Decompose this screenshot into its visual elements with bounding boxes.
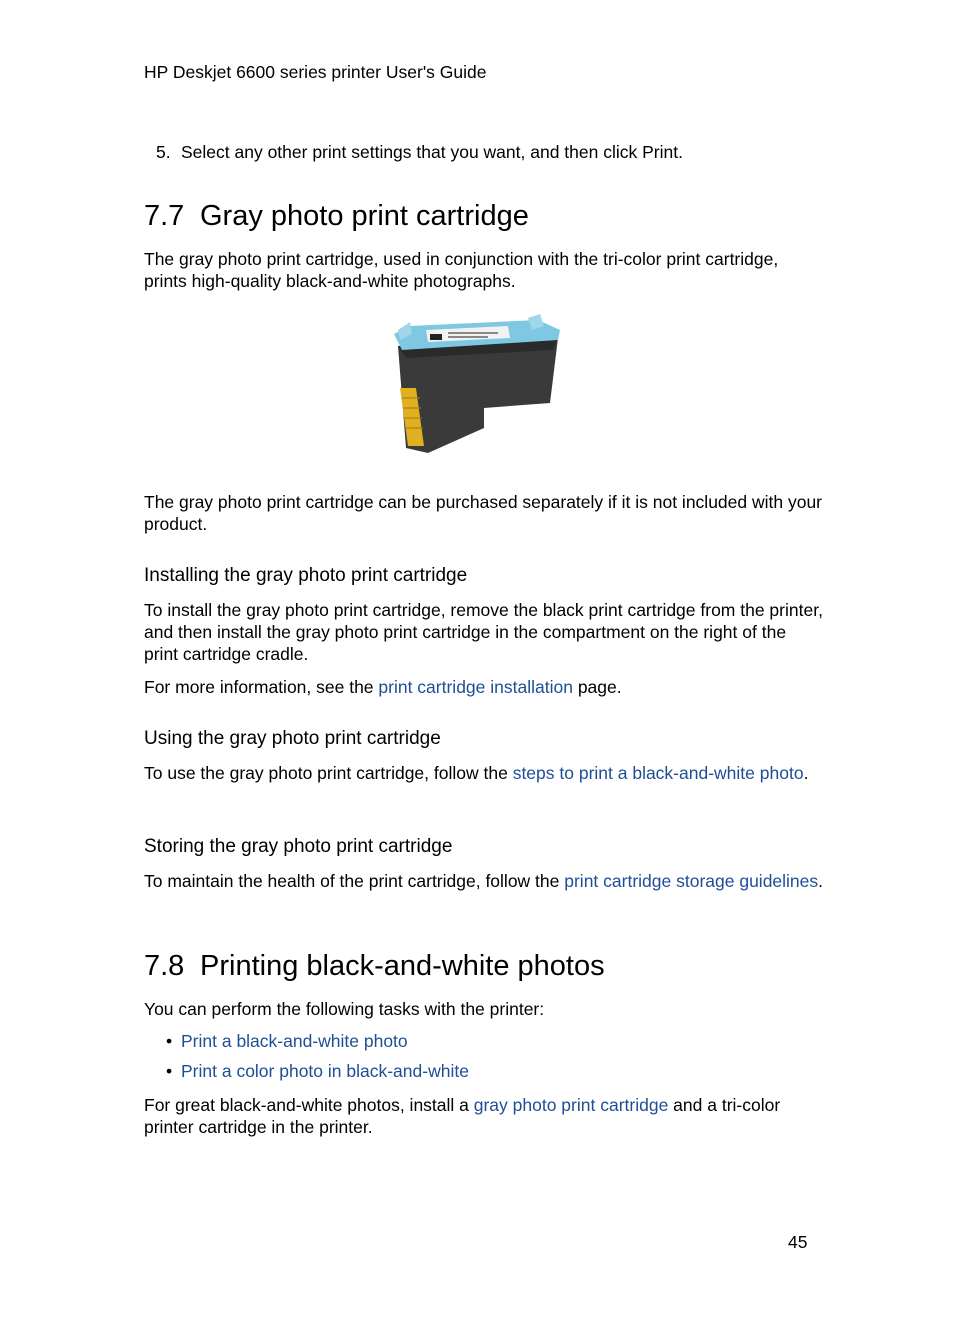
section-7-8-intro: You can perform the following tasks with the printer: (144, 999, 545, 1019)
page-number: 45 (788, 1232, 808, 1252)
using-text: To use the gray photo print cartridge, follow the steps to print a black-and-white photo. (144, 763, 809, 783)
list-item (166, 1031, 408, 1052)
print-cartridge-installation-link[interactable]: print cartridge installation (378, 677, 573, 697)
list-item (166, 1061, 469, 1082)
section-7-7-title (144, 200, 529, 233)
section-7-8-closing: For great black-and-white photos, install a gray photo print cartridge and a tri-color printer cartridge in the printer. (144, 1095, 781, 1137)
storing-text: To maintain the health of the print cartridge, follow the print cartridge storage guidelines. (144, 871, 824, 891)
gray-photo-cartridge-image (388, 308, 568, 458)
installing-more: For more information, see the print cartridge installation page. (144, 677, 622, 697)
installing-heading: Installing the gray photo print cartridge (144, 565, 468, 586)
bullet-icon: • (166, 1061, 173, 1081)
section-title-text: Printing black-and-white photos (200, 950, 605, 982)
step-5: 5. Select any other print settings that you want, and then click Print. (156, 142, 683, 162)
steps-bw-photo-link[interactable]: steps to print a black-and-white photo (512, 763, 804, 783)
section-7-7-intro: The gray photo print cartridge, used in conjunction with the tri-color print cartridge, prints high-quality black-and-white photographs. (144, 249, 779, 291)
storage-guidelines-link[interactable]: print cartridge storage guidelines (564, 871, 819, 891)
print-bw-photo-link[interactable]: Print a black-and-white photo (181, 1031, 408, 1051)
storing-heading: Storing the gray photo print cartridge (144, 836, 453, 857)
installing-text: To install the gray photo print cartridge, remove the black print cartridge from the printer, and then install the gray photo print cartridge in the compartment on the right of the print cartridge cradle. (144, 600, 823, 664)
section-number: 7.8 (144, 950, 185, 982)
gray-photo-cartridge-link[interactable]: gray photo print cartridge (473, 1095, 669, 1115)
print-color-photo-bw-link[interactable]: Print a color photo in black-and-white (181, 1061, 469, 1081)
running-header: HP Deskjet 6600 series printer User's Guide (144, 62, 487, 82)
section-title-text: Gray photo print cartridge (200, 200, 529, 232)
step-text: Select any other print settings that you want, and then click (181, 142, 643, 162)
purchase-note: The gray photo print cartridge can be purchased separately if it is not included with your product. (144, 492, 823, 534)
step-number: 5. (156, 142, 171, 162)
bullet-icon: • (166, 1031, 173, 1051)
step-bold-print: Print (642, 142, 679, 162)
section-7-8-title (144, 950, 605, 983)
section-number: 7.7 (144, 200, 185, 232)
using-heading: Using the gray photo print cartridge (144, 728, 441, 749)
